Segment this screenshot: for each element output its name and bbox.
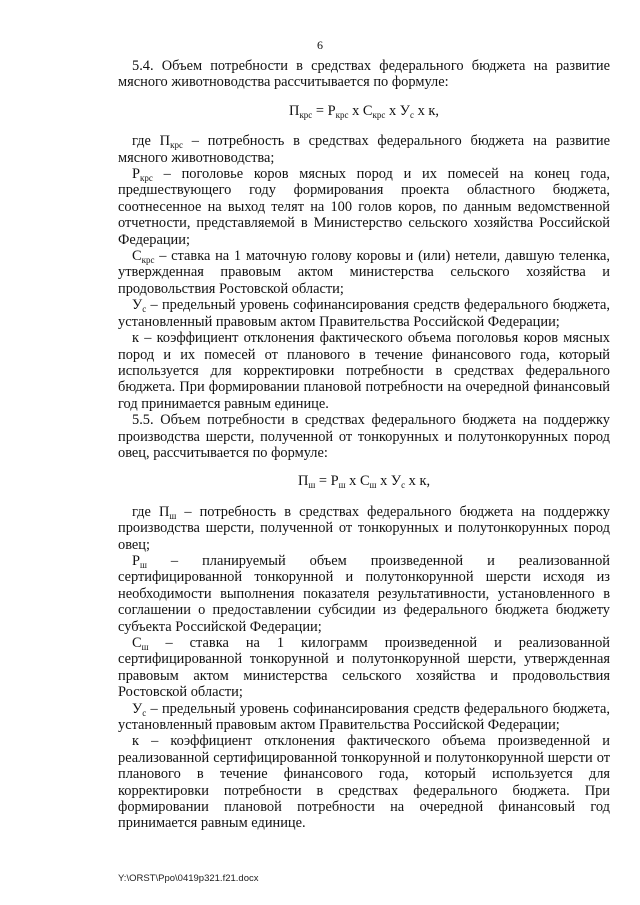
definition-c-krs: $С_{крс}$ – ставка на 1 маточную голову коровы и (или) нетели, давшую теленка, утвержденная правовым актом министерства сельского хозяйства и продовольствия Ростовской области;	[118, 248, 610, 297]
definition-p-sh: где $П_ш$ – потребность в средствах федерального бюджета на поддержку производства шерсти, полученной от тонкорунных и полутонкорунных пород овец;	[118, 503, 610, 553]
definition-r-sh: $Р_ш$ – планируемый объем произведенной и реализованной сертифицированной тонкорунной и полутонкорунной шерсти исходя из необходимости выполнения показателя результативности, установленного в соглашении о предоставлении субсидии из федерального бюджета бюджету субъекта Российской Федерации;	[118, 552, 610, 635]
definition-k: к – коэффициент отклонения фактического объема поголовья коров мясных пород и их помесей от планового в течение финансового года, который используется для корректировки потребности в средствах федерального бюджета. При формировании плановой потребности на очередной финансовый год принимается равным единице.	[118, 330, 610, 412]
definition-p-krs: где $П_{крс}$ – потребность в средствах федерального бюджета на развитие мясного животноводства;	[118, 133, 610, 166]
definition-k-2: к – коэффициент отклонения фактического объема произведенной и реализованной сертифицированной тонкорунной и полутонкорунной шерсти от планового в течение финансового года, который используется для корректировки потребности в средствах федерального бюджета. При формировании плановой потребности на очередной финансовый год принимается равным единице.	[118, 733, 610, 832]
definition-c-sh: $С_ш$ – ставка на 1 килограмм произведенной и реализованной сертифицированной тонкорунной и полутонкорунной шерсти, утвержденная правовым актом министерства сельского хозяйства и продовольствия Ростовской области;	[118, 635, 610, 701]
page-number: 6	[317, 38, 323, 52]
section-5-4-intro: 5.4. Объем потребности в средствах федерального бюджета на развитие мясного животноводства рассчитывается по формуле:	[118, 58, 610, 91]
document-body	[118, 58, 610, 832]
definition-r-krs: $Р_{крс}$ – поголовье коров мясных пород и их помесей на конец года, предшествующего году формирования проекта областного бюджета, соотнесенное на выход телят на 100 голов коров, по данным ведомственной отчетности, представляемой в Министерство сельского хозяйства Российской Федерации;	[118, 166, 610, 248]
definition-u-c-2: $У_с$ – предельный уровень софинансирования средств федерального бюджета, установленный правовым актом Правительства Российской Федерации;	[118, 700, 610, 734]
definition-u-c: $У_с$ – предельный уровень софинансирования средств федерального бюджета, установленный правовым актом Правительства Российской Федерации;	[118, 297, 610, 330]
formula-5-4: $П_{крс} = Р_{крс}$ х $С_{крс}$ х $У_с$ х к,	[289, 102, 439, 120]
section-5-5-intro: 5.5. Объем потребности в средствах федерального бюджета на поддержку производства шерсти, полученной от тонкорунных и полутонкорунных пород овец, рассчитывается по формуле:	[118, 412, 610, 461]
file-path-footer: Y:\ORST\Ppo\0419p321.f21.docx	[118, 873, 259, 884]
formula-5-5: $П_ш = Р_ш$ х $С_ш$ х $У_с$ х к,	[297, 473, 431, 491]
